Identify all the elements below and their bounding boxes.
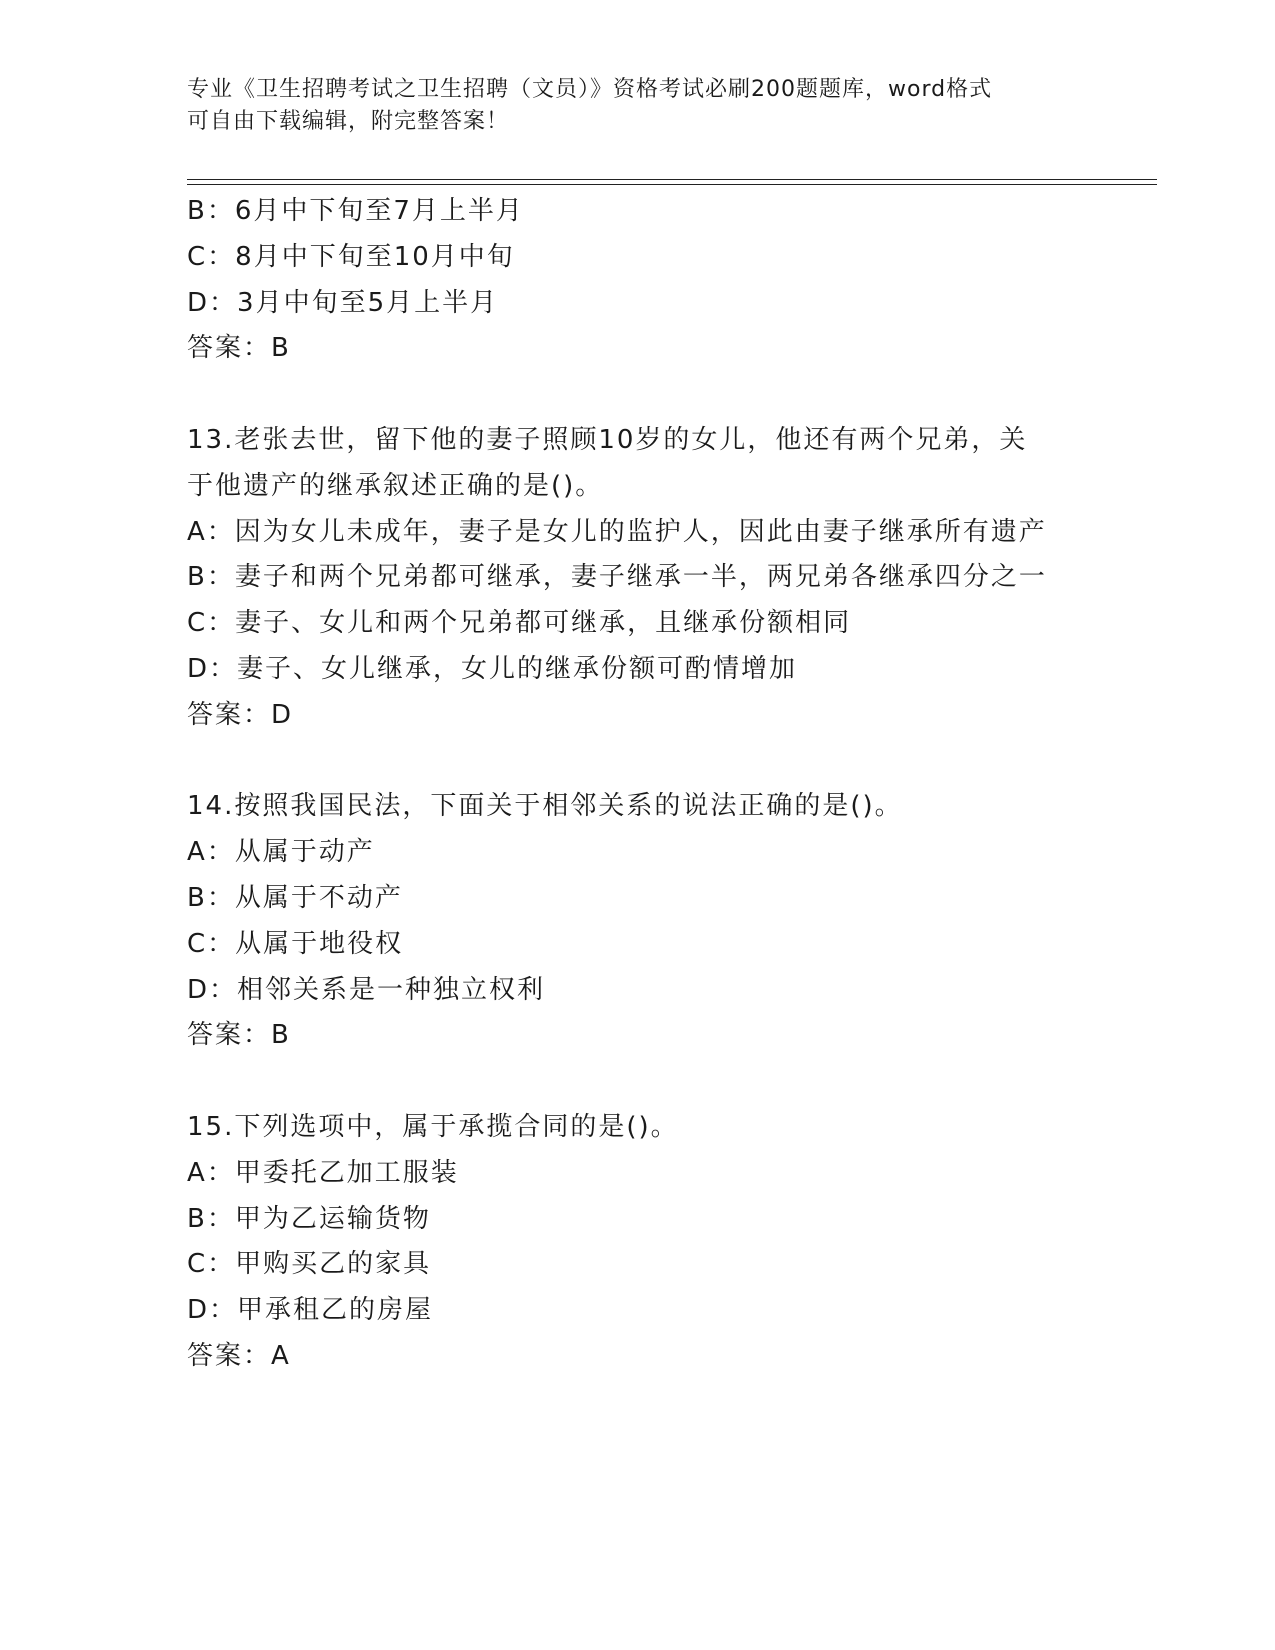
option-c: C：甲购买乙的家具: [187, 1249, 432, 1280]
question-title: 14.按照我国民法，下面关于相邻关系的说法正确的是()。: [187, 791, 903, 822]
option-c: C：从属于地役权: [187, 928, 404, 959]
question-title-continued: 于他遗产的继承叙述正确的是()。: [187, 470, 604, 501]
header-divider-top: [187, 179, 1157, 180]
question-15: [187, 1105, 1087, 1380]
question-13: [187, 418, 1087, 739]
document-header: [187, 74, 1067, 138]
option-b: B：甲为乙运输货物: [187, 1203, 431, 1234]
option-a: A：甲委托乙加工服装: [187, 1157, 459, 1188]
answer-line: 答案：D: [187, 699, 294, 730]
answer-line: 答案：A: [187, 1340, 291, 1371]
option-a: A：从属于动产: [187, 837, 375, 868]
question-12-continued: [187, 189, 1087, 372]
option-c: C：8月中下旬至10月中旬: [187, 241, 515, 272]
option-a: A：因为女儿未成年，妻子是女儿的监护人，因此由妻子继承所有遗产: [187, 516, 1047, 547]
header-line-2: 可自由下载编辑，附完整答案！: [187, 109, 510, 134]
option-b: B：妻子和两个兄弟都可继承，妻子继承一半，两兄弟各继承四分之一: [187, 562, 1047, 593]
option-d: D：3月中旬至5月上半月: [187, 287, 499, 318]
answer-line: 答案：B: [187, 333, 291, 364]
question-14: [187, 784, 1087, 1059]
answer-line: 答案：B: [187, 1020, 291, 1051]
option-b: B：从属于不动产: [187, 882, 403, 913]
option-d: D：甲承租乙的房屋: [187, 1295, 434, 1326]
question-list: [187, 189, 1087, 1380]
option-b: B：6月中下旬至7月上半月: [187, 196, 524, 226]
option-d: D：妻子、女儿继承，女儿的继承份额可酌情增加: [187, 653, 798, 684]
option-d: D：相邻关系是一种独立权利: [187, 974, 546, 1005]
header-line-1: 专业《卫生招聘考试之卫生招聘（文员）》资格考试必刷200题题库，word格式: [187, 77, 993, 102]
question-title: 13.老张去世，留下他的妻子照顾10岁的女儿，他还有两个兄弟，关: [187, 424, 1028, 455]
header-divider-bottom: [187, 184, 1157, 185]
question-title: 15.下列选项中，属于承揽合同的是()。: [187, 1111, 679, 1142]
option-c: C：妻子、女儿和两个兄弟都可继承，且继承份额相同: [187, 608, 852, 639]
